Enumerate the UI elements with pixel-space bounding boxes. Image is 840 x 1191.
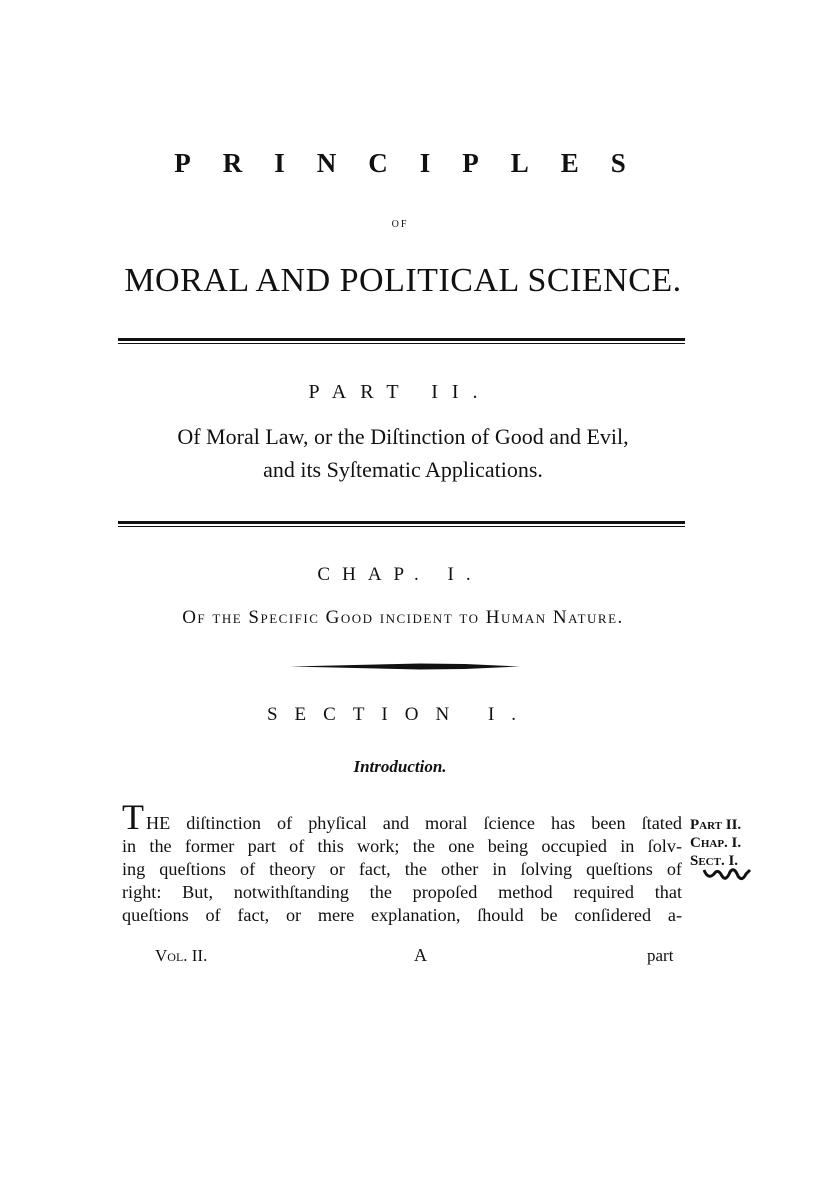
body-line: queſtions of fact, or mere explanation, ſhould be conſidered a- [122,905,682,925]
section-heading: SECTION I. [266,704,534,725]
part-subtitle-line: Of Moral Law, or the Diſtinction of Good and Evil, [177,424,629,449]
volume-line: Vol. II. [155,946,208,965]
body-line: in the former part of this work; the one being occupied in ſolv- [122,836,682,856]
part-subtitle-line: and its Syſtematic Applications. [263,457,543,482]
margin-note-sect: Sect. I. [690,853,739,869]
section-intro-title: Introduction. [353,757,447,776]
body-line: ing queſtions of theory or fact, the other in ſolving queſtions of [122,859,682,879]
drop-cap: T [122,797,144,837]
book-title: PRINCIPLES [174,148,658,178]
book-subject: MORAL AND POLITICAL SCIENCE. [124,262,682,299]
body-line: right: But, notwithſtanding the propoſed method required that [122,882,682,902]
chapter-heading: CHAP. I. [317,564,483,585]
body-line [122,797,682,837]
double-rule-divider [118,338,685,345]
brace-swash-icon [702,864,752,884]
double-rule-divider [118,521,685,528]
catchword: part [647,946,674,965]
margin-note-part: Part II. [690,817,742,833]
title-connector: OF [391,219,409,230]
signature-mark: A [414,945,427,965]
body-paragraph [122,797,682,927]
part-subtitle [118,420,688,486]
tapered-rule-divider [290,663,520,670]
part-heading: PART II. [308,381,492,403]
body-line-text: HE diſtinction of phyſical and moral ſcience has been ſtated [146,813,682,833]
margin-note-chap: Chap. I. [690,835,742,851]
margin-note [690,816,770,870]
chapter-subtitle: Of the Specific Good incident to Human Nature. [182,607,624,628]
